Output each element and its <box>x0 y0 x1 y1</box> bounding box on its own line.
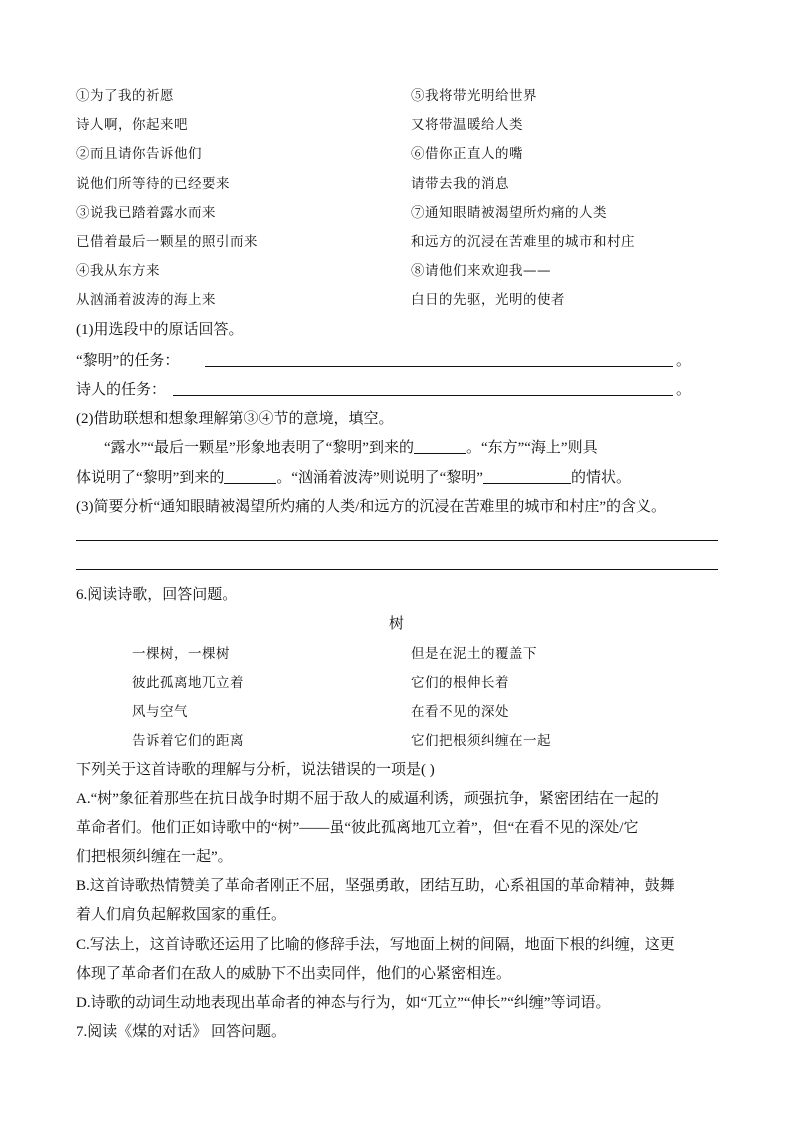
poem1-right-line-8: 白日的先驱，光明的使者 <box>411 292 565 308</box>
q6-poem-right-line-3: 在看不见的深处 <box>411 704 509 720</box>
q6-poem-left-line-4: 告诉着它们的距离 <box>132 733 244 749</box>
q2-text-1b: 。“东方”“海上”则具 <box>465 440 598 456</box>
q6-poem-left-line-2: 彼此孤离地兀立着 <box>132 675 244 691</box>
q6-question: 下列关于这首诗歌的理解与分析，说法错误的一项是( ) <box>76 762 435 778</box>
poem1-right-line-4: 请带去我的消息 <box>411 176 509 192</box>
poem1-right-line-1: ⑤我将带光明给世界 <box>411 88 537 104</box>
q6-option-d-line-1[interactable]: D.诗歌的动词生动地表现出革命者的神态与行为，如“兀立”“伸长”“纠缠”等词语。 <box>76 995 611 1011</box>
q2-text-2b: 。“汹涌着波涛”则说明了“黎明” <box>276 470 483 486</box>
q1-poet-end: 。 <box>676 382 692 398</box>
poem1-right-line-5: ⑦通知眼睛被渴望所灼痛的人类 <box>411 205 607 221</box>
q6-poem-right-line-4: 它们把根须纠缠在一起 <box>411 733 551 749</box>
q6-option-a-line-1[interactable]: A.“树”象征着那些在抗日战争时期不屈于敌人的威逼利诱，顽强抗争，紧密团结在一起的 <box>76 791 659 807</box>
q6-heading: 6.阅读诗歌，回答问题。 <box>76 587 238 603</box>
poem1-right-line-3: ⑥借你正直人的嘴 <box>411 146 523 162</box>
q6-option-c-line-2: 体现了革命者们在敌人的威胁下不出卖同伴，他们的心紧密相连。 <box>76 966 512 982</box>
poem1-left-line-4: 说他们所等待的已经要来 <box>76 176 230 192</box>
poem1-right-line-7: ⑧请他们来欢迎我—— <box>411 263 551 279</box>
q1-dawn-answer-blank[interactable] <box>205 352 673 367</box>
q2-text-1a: “露水”“最后一颗星”形象地表明了“黎明”到来的 <box>104 440 414 456</box>
q2-blank-2[interactable] <box>224 469 276 484</box>
q6-option-c-line-1[interactable]: C.写法上，这首诗歌还运用了比喻的修辞手法，写地面上树的间隔，地面下根的纠缠，这更 <box>76 937 675 953</box>
q6-option-a-line-2: 革命者们。他们正如诗歌中的“树”——虽“彼此孤离地兀立着”，但“在看不见的深处/它 <box>76 820 639 836</box>
q2-line-2 <box>76 466 631 487</box>
poem1-right-line-6: 和远方的沉浸在苦难里的城市和村庄 <box>411 234 635 250</box>
q1-poet-answer-blank[interactable] <box>173 381 673 396</box>
q2-text-2a: 体说明了“黎明”到来的 <box>76 470 225 486</box>
q2-prompt: (2)借助联想和想象理解第③④节的意境，填空。 <box>76 411 394 427</box>
q2-blank-1[interactable] <box>414 439 466 454</box>
q1-dawn-label: “黎明”的任务： <box>76 353 180 369</box>
poem1-left-line-5: ③说我已踏着露水而来 <box>76 205 216 221</box>
q2-blank-3[interactable] <box>483 469 571 484</box>
q6-option-b-line-1[interactable]: B.这首诗歌热情赞美了革命者刚正不屈，坚强勇敢，团结互助，心系祖国的革命精神，鼓舞 <box>76 878 675 894</box>
q1-dawn-end: 。 <box>676 353 692 369</box>
q6-poem-title: 树 <box>389 616 405 632</box>
q1-prompt: (1)用选段中的原话回答。 <box>76 322 244 338</box>
poem1-left-line-2: 诗人啊，你起来吧 <box>76 117 188 133</box>
poem1-right-line-2: 又将带温暖给人类 <box>411 117 523 133</box>
poem1-left-line-7: ④我从东方来 <box>76 263 160 279</box>
q6-option-b-line-2: 着人们肩负起解救国家的重任。 <box>76 907 287 923</box>
poem1-left-line-8: 从汹涌着波涛的海上来 <box>76 292 216 308</box>
q2-text-2c: 的情状。 <box>570 470 631 486</box>
q6-poem-left-line-3: 风与空气 <box>132 704 188 720</box>
q3-answer-line-1[interactable] <box>76 540 718 541</box>
q2-line-1 <box>104 436 598 457</box>
q6-option-a-line-3: 们把根须纠缠在一起”。 <box>76 849 233 865</box>
q6-poem-right-line-1: 但是在泥土的覆盖下 <box>411 646 537 662</box>
q6-poem-left-line-1: 一棵树，一棵树 <box>132 646 230 662</box>
q1-poet-label: 诗人的任务： <box>76 382 167 398</box>
q6-poem-right-line-2: 它们的根伸长着 <box>411 675 509 691</box>
q3-prompt: (3)简要分析“通知眼睛被渴望所灼痛的人类/和远方的沉浸在苦难里的城市和村庄”的含义。 <box>76 499 666 515</box>
q3-answer-line-2[interactable] <box>76 569 718 570</box>
poem1-left-line-1: ①为了我的祈愿 <box>76 88 174 104</box>
q7-heading: 7.阅读《煤的对话》 回答问题。 <box>76 1024 287 1040</box>
poem1-left-line-3: ②而且请你告诉他们 <box>76 146 202 162</box>
poem1-left-line-6: 已借着最后一颗星的照引而来 <box>76 234 258 250</box>
